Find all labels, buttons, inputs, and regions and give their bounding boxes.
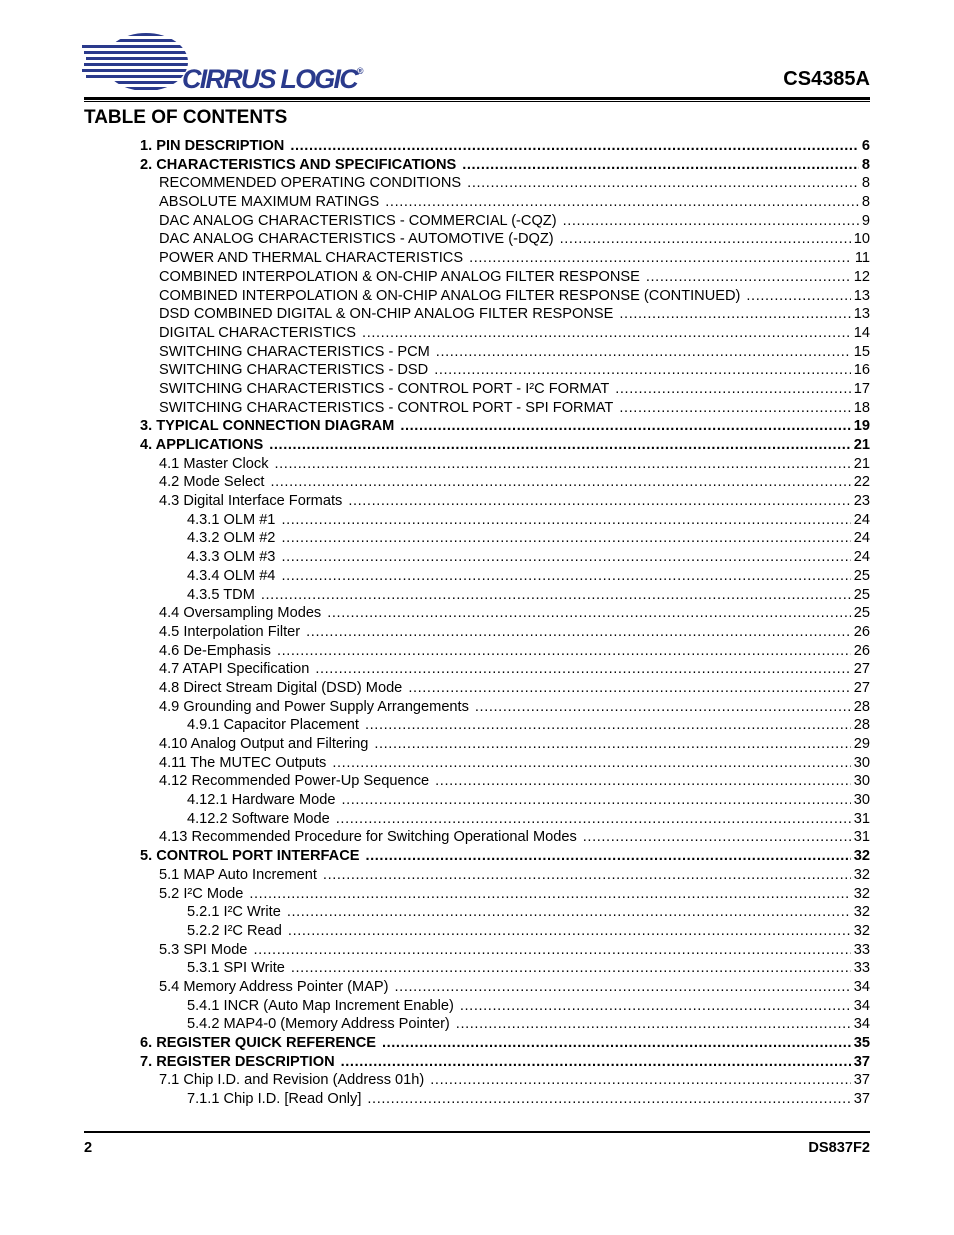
toc-entry-title: DAC ANALOG CHARACTERISTICS - COMMERCIAL (-CQZ) <box>159 212 557 229</box>
toc-entry-title: 4.5 Interpolation Filter <box>159 623 301 640</box>
toc-entry[interactable] <box>187 716 870 735</box>
toc-entry-page: 18 <box>853 399 870 416</box>
toc-entry-page: 32 <box>853 885 870 902</box>
toc-leader-dots <box>362 324 851 343</box>
logo-wordmark <box>182 64 364 95</box>
toc-leader-dots <box>436 343 851 362</box>
toc-entry[interactable] <box>140 156 870 175</box>
toc-leader-dots <box>615 380 851 399</box>
toc-entry-page: 29 <box>853 736 870 752</box>
toc-entry-page: 6 <box>861 138 870 154</box>
toc-leader-dots <box>395 978 851 997</box>
logo-wordmark-text: CIRRUS LOGIC <box>182 64 357 94</box>
toc-entry-title: 7. REGISTER DESCRIPTION <box>140 1053 335 1070</box>
header-rule <box>84 97 870 100</box>
toc-leader-dots <box>382 1034 851 1053</box>
toc-entry-page: 37 <box>853 1053 870 1070</box>
toc-entry[interactable] <box>187 511 870 530</box>
toc-entry[interactable] <box>159 380 870 399</box>
toc-entry-title: 4.2 Mode Select <box>159 474 265 491</box>
toc-entry-page: 32 <box>853 848 870 865</box>
toc-leader-dots <box>374 735 850 754</box>
toc-entry[interactable] <box>159 455 870 474</box>
toc-leader-dots <box>348 492 850 511</box>
toc-leader-dots <box>281 529 850 548</box>
toc-entry-title: DIGITAL CHARACTERISTICS <box>159 324 357 341</box>
toc-entry[interactable] <box>159 772 870 791</box>
toc-entry-title: 4.3.5 TDM <box>187 586 255 603</box>
toc-entry-title: SWITCHING CHARACTERISTICS - DSD <box>159 362 429 379</box>
toc-entry[interactable] <box>187 567 870 586</box>
toc-entry[interactable] <box>187 959 870 978</box>
toc-entry-page: 8 <box>861 175 870 192</box>
toc-leader-dots <box>385 193 859 212</box>
toc-entry[interactable] <box>159 941 870 960</box>
toc-entry-page: 15 <box>853 343 870 360</box>
toc-leader-dots <box>475 698 851 717</box>
toc-entry-title: 4.11 The MUTEC Outputs <box>159 754 327 771</box>
toc-title: TABLE OF CONTENTS <box>84 107 288 128</box>
toc-entry-title: 5.1 MAP Auto Increment <box>159 866 317 883</box>
toc-entry-title: 4.3 Digital Interface Formats <box>159 493 343 510</box>
toc-entry[interactable] <box>159 343 870 362</box>
toc-entry-page: 24 <box>853 511 870 528</box>
toc-entry-page: 10 <box>853 231 870 248</box>
toc-entry-page: 30 <box>853 754 870 771</box>
toc-leader-dots <box>281 567 850 586</box>
toc-entry-title: 2. CHARACTERISTICS AND SPECIFICATIONS <box>140 156 457 173</box>
toc-entry-page: 30 <box>853 773 870 790</box>
document-code: CS4385A <box>783 68 870 90</box>
toc-entry[interactable] <box>187 997 870 1016</box>
toc-entry[interactable] <box>159 324 870 343</box>
toc-entry[interactable] <box>159 212 870 231</box>
toc-entry-title: RECOMMENDED OPERATING CONDITIONS <box>159 175 462 192</box>
toc-entry-page: 32 <box>853 866 870 883</box>
toc-entry-title: 5. CONTROL PORT INTERFACE <box>140 848 360 865</box>
toc-entry[interactable] <box>159 698 870 717</box>
toc-entry-page: 17 <box>853 380 870 397</box>
toc-entry-title: 4.4 Oversampling Modes <box>159 605 322 622</box>
toc-entry-title: 4.1 Master Clock <box>159 455 269 472</box>
toc-entry-page: 26 <box>853 623 870 640</box>
toc-entry[interactable] <box>159 866 870 885</box>
toc-leader-dots <box>306 623 851 642</box>
toc-entry[interactable] <box>159 268 870 287</box>
toc-entry-title: SWITCHING CHARACTERISTICS - CONTROL PORT - SPI FORMAT <box>159 399 614 416</box>
footer-rule <box>84 1131 870 1133</box>
toc-entry[interactable] <box>159 828 870 847</box>
toc-entry[interactable] <box>159 492 870 511</box>
toc-leader-dots <box>288 922 851 941</box>
toc-entry-page: 21 <box>853 455 870 472</box>
toc-entry-title: 4.3.2 OLM #2 <box>187 530 276 547</box>
toc-entry[interactable] <box>140 847 870 866</box>
toc-entry[interactable] <box>187 922 870 941</box>
toc-entry-title: 4.9.1 Capacitor Placement <box>187 717 359 734</box>
toc-entry-page: 23 <box>853 493 870 510</box>
toc-entry-page: 12 <box>853 268 870 285</box>
toc-leader-dots <box>281 548 850 567</box>
toc-leader-dots <box>315 660 850 679</box>
toc-entry-title: 4.6 De-Emphasis <box>159 642 271 659</box>
toc-entry-page: 34 <box>853 1016 870 1033</box>
toc-leader-dots <box>746 287 850 306</box>
toc-entry[interactable] <box>159 735 870 754</box>
toc-entry-title: 4.3.3 OLM #3 <box>187 549 276 566</box>
toc-entry-title: 5.3.1 SPI Write <box>187 960 285 977</box>
toc-entry[interactable] <box>159 623 870 642</box>
cirrus-logo-mark-icon <box>82 30 192 96</box>
toc-entry[interactable] <box>159 754 870 773</box>
toc-leader-dots <box>408 679 850 698</box>
toc-leader-dots <box>365 847 850 866</box>
toc-leader-dots <box>269 436 851 455</box>
toc-entry[interactable] <box>159 193 870 212</box>
toc-entry-title: 4.7 ATAPI Specification <box>159 661 310 678</box>
toc-entry-page: 21 <box>853 437 870 453</box>
toc-entry-title: 4.3.1 OLM #1 <box>187 511 276 528</box>
toc-entry-page: 19 <box>853 418 870 435</box>
toc-leader-dots <box>336 810 851 829</box>
toc-leader-dots <box>456 1015 851 1034</box>
toc-entry-title: 4.13 Recommended Procedure for Switching Operational Modes <box>159 829 577 846</box>
toc-entry-title: 4.12.2 Software Mode <box>187 810 330 827</box>
toc-leader-dots <box>291 959 851 978</box>
toc-leader-dots <box>469 249 852 268</box>
toc-entry-page: 16 <box>853 362 870 379</box>
toc-entry[interactable] <box>187 548 870 567</box>
toc-leader-dots <box>281 511 850 530</box>
toc-entry[interactable] <box>187 586 870 605</box>
toc-entry-title: COMBINED INTERPOLATION & ON-CHIP ANALOG FILTER RESPONSE (CONTINUED) <box>159 287 741 304</box>
toc-leader-dots <box>560 230 851 249</box>
toc-entry-page: 9 <box>861 212 870 229</box>
toc-entry-page: 28 <box>853 717 870 734</box>
toc-entry-title: 4.10 Analog Output and Filtering <box>159 736 369 752</box>
toc-entry-title: 4. APPLICATIONS <box>140 437 264 453</box>
toc-leader-dots <box>462 156 859 175</box>
toc-entry-page: 27 <box>853 679 870 696</box>
toc-entry-page: 26 <box>853 642 870 659</box>
toc-leader-dots <box>646 268 851 287</box>
toc-entry-page: 25 <box>853 567 870 584</box>
toc-entry-title: 4.8 Direct Stream Digital (DSD) Mode <box>159 679 403 696</box>
toc-entry-title: 7.1.1 Chip I.D. [Read Only] <box>187 1091 362 1108</box>
toc-entry-title: 5.2.2 I²C Read <box>187 922 282 939</box>
toc-leader-dots <box>341 1053 851 1072</box>
toc-entry-title: 4.12 Recommended Power-Up Sequence <box>159 773 430 790</box>
toc-entry-title: DSD COMBINED DIGITAL & ON-CHIP ANALOG FILTER RESPONSE <box>159 306 614 323</box>
toc-leader-dots <box>467 174 859 193</box>
toc-entry[interactable] <box>187 529 870 548</box>
document-id: DS837F2 <box>808 1140 870 1156</box>
toc-leader-dots <box>323 866 851 885</box>
toc-leader-dots <box>270 473 850 492</box>
toc-entry-page: 22 <box>853 474 870 491</box>
toc-entry[interactable] <box>159 885 870 904</box>
toc-entry-page: 24 <box>853 530 870 547</box>
toc-entry[interactable] <box>187 810 870 829</box>
toc-leader-dots <box>277 642 851 661</box>
toc-leader-dots <box>341 791 850 810</box>
toc-entry[interactable] <box>187 903 870 922</box>
table-of-contents <box>0 137 954 1109</box>
toc-leader-dots <box>460 997 851 1016</box>
toc-entry-page: 25 <box>853 605 870 622</box>
toc-entry[interactable] <box>159 249 870 268</box>
toc-entry-page: 37 <box>853 1072 870 1089</box>
toc-leader-dots <box>434 361 851 380</box>
toc-entry-page: 27 <box>853 661 870 678</box>
toc-entry[interactable] <box>140 137 870 156</box>
toc-entry-page: 14 <box>853 324 870 341</box>
toc-entry-title: 5.2 I²C Mode <box>159 885 244 902</box>
toc-leader-dots <box>563 212 859 231</box>
toc-leader-dots <box>583 828 851 847</box>
toc-leader-dots <box>327 604 851 623</box>
toc-entry-title: DAC ANALOG CHARACTERISTICS - AUTOMOTIVE (-DQZ) <box>159 231 554 248</box>
toc-leader-dots <box>400 417 850 436</box>
toc-entry-title: 4.12.1 Hardware Mode <box>187 792 336 809</box>
toc-entry-title: 5.4.1 INCR (Auto Map Increment Enable) <box>187 997 454 1014</box>
page-number: 2 <box>84 1140 93 1156</box>
toc-entry[interactable] <box>159 978 870 997</box>
toc-leader-dots <box>365 716 851 735</box>
toc-entry-page: 8 <box>861 156 870 173</box>
toc-entry-title: POWER AND THERMAL CHARACTERISTICS <box>159 250 464 267</box>
toc-leader-dots <box>287 903 851 922</box>
toc-entry-title: 4.3.4 OLM #4 <box>187 567 276 584</box>
toc-leader-dots <box>619 399 850 418</box>
toc-entry-title: SWITCHING CHARACTERISTICS - PCM <box>159 343 430 360</box>
toc-leader-dots <box>435 772 851 791</box>
toc-entry[interactable] <box>159 361 870 380</box>
toc-entry[interactable] <box>159 174 870 193</box>
toc-entry-title: SWITCHING CHARACTERISTICS - CONTROL PORT - I²C FORMAT <box>159 380 610 397</box>
toc-entry-title: 5.4 Memory Address Pointer (MAP) <box>159 978 389 995</box>
toc-entry[interactable] <box>159 399 870 418</box>
toc-entry-page: 13 <box>853 306 870 323</box>
toc-entry[interactable] <box>159 287 870 306</box>
toc-entry[interactable] <box>159 305 870 324</box>
toc-leader-dots <box>249 885 850 904</box>
toc-entry[interactable] <box>187 791 870 810</box>
toc-entry-title: 4.9 Grounding and Power Supply Arrangements <box>159 698 469 715</box>
toc-leader-dots <box>253 941 850 960</box>
toc-entry-page: 34 <box>853 978 870 995</box>
toc-entry-page: 24 <box>853 549 870 566</box>
toc-entry[interactable] <box>140 1053 870 1072</box>
toc-entry-title: COMBINED INTERPOLATION & ON-CHIP ANALOG FILTER RESPONSE <box>159 268 640 285</box>
header-rule-thin <box>84 101 870 102</box>
toc-entry[interactable] <box>140 436 870 455</box>
toc-leader-dots <box>332 754 850 773</box>
toc-entry-title: 3. TYPICAL CONNECTION DIAGRAM <box>140 418 395 435</box>
toc-entry-page: 37 <box>853 1091 870 1108</box>
toc-leader-dots <box>619 305 850 324</box>
toc-entry-page: 32 <box>853 904 870 921</box>
toc-entry-page: 33 <box>853 941 870 958</box>
toc-entry[interactable] <box>159 660 870 679</box>
cirrus-logic-logo <box>82 30 362 100</box>
toc-entry-page: 28 <box>853 698 870 715</box>
toc-entry-page: 33 <box>853 960 870 977</box>
toc-entry[interactable] <box>159 1071 870 1090</box>
toc-entry-page: 11 <box>854 250 870 267</box>
toc-entry[interactable] <box>159 642 870 661</box>
toc-leader-dots <box>290 137 859 156</box>
toc-entry-title: ABSOLUTE MAXIMUM RATINGS <box>159 194 380 211</box>
toc-entry-page: 35 <box>853 1035 870 1051</box>
toc-entry-title: 6. REGISTER QUICK REFERENCE <box>140 1035 376 1051</box>
toc-entry-page: 8 <box>861 194 870 211</box>
toc-entry-title: 5.2.1 I²C Write <box>187 904 281 921</box>
toc-entry-title: 7.1 Chip I.D. and Revision (Address 01h) <box>159 1072 425 1089</box>
toc-entry-title: 5.3 SPI Mode <box>159 941 248 958</box>
toc-entry[interactable] <box>187 1090 870 1109</box>
toc-entry-page: 31 <box>853 829 870 846</box>
toc-entry-title: 5.4.2 MAP4-0 (Memory Address Pointer) <box>187 1016 450 1033</box>
toc-entry-page: 25 <box>853 586 870 603</box>
toc-entry[interactable] <box>140 417 870 436</box>
toc-entry[interactable] <box>140 1034 870 1053</box>
toc-leader-dots <box>430 1071 851 1090</box>
toc-leader-dots <box>367 1090 850 1109</box>
toc-leader-dots <box>275 455 851 474</box>
toc-entry-page: 34 <box>853 997 870 1014</box>
toc-entry[interactable] <box>159 473 870 492</box>
toc-leader-dots <box>261 586 851 605</box>
toc-entry-page: 30 <box>853 792 870 809</box>
toc-entry[interactable] <box>159 230 870 249</box>
toc-entry-page: 32 <box>853 922 870 939</box>
toc-entry[interactable] <box>159 679 870 698</box>
toc-entry-title: 1. PIN DESCRIPTION <box>140 138 285 154</box>
toc-entry[interactable] <box>187 1015 870 1034</box>
toc-entry-page: 13 <box>853 287 870 304</box>
toc-entry-page: 31 <box>853 810 870 827</box>
toc-entry[interactable] <box>159 604 870 623</box>
registered-mark: ® <box>356 66 364 76</box>
